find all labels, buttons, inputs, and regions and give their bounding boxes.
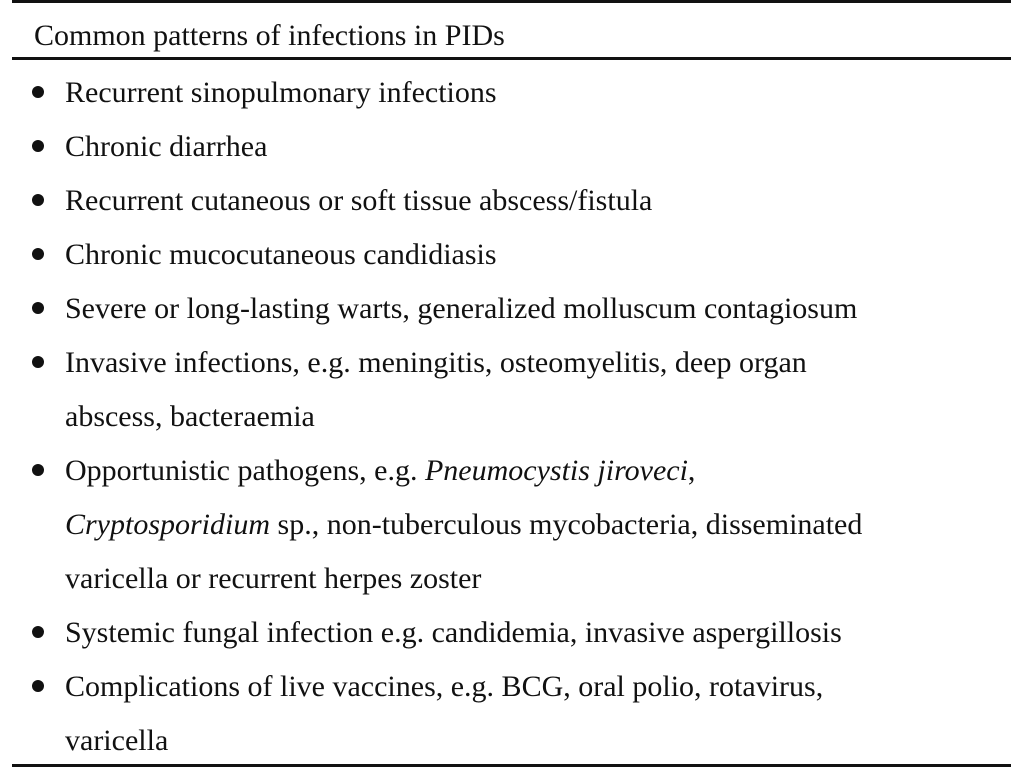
bullet-dot-icon — [32, 302, 44, 314]
table-header-rule — [12, 57, 1011, 60]
bullet-dot-icon — [32, 626, 44, 638]
text-segment: varicella — [65, 724, 169, 757]
list-item — [12, 282, 1011, 336]
text-segment: Chronic diarrhea — [65, 130, 268, 163]
list-item — [12, 66, 1011, 120]
list-item-line — [65, 552, 1011, 606]
text-segment: Opportunistic pathogens, e.g. — [65, 454, 425, 487]
table-header: Common patterns of infections in PIDs — [34, 19, 505, 52]
text-segment: Severe or long-lasting warts, generalized molluscum contagiosum — [65, 292, 858, 325]
list-item-line — [65, 498, 1011, 552]
bullet-dot-icon — [32, 86, 44, 98]
list-item — [12, 120, 1011, 174]
table-bottom-rule — [12, 764, 1011, 767]
list-item — [12, 174, 1011, 228]
bullet-dot-icon — [32, 248, 44, 260]
text-segment: Systemic fungal infection e.g. candidemia, invasive aspergillosis — [65, 616, 842, 649]
text-segment: sp., non-tuberculous mycobacteria, disseminated — [270, 508, 863, 541]
text-segment: varicella or recurrent herpes zoster — [65, 562, 482, 595]
list-item — [12, 444, 1011, 606]
list-item — [12, 228, 1011, 282]
text-segment: Complications of live vaccines, e.g. BCG, oral polio, rotavirus, — [65, 670, 824, 703]
list-item-line — [65, 120, 1011, 174]
bullet-list — [12, 66, 1011, 768]
list-item-line — [65, 714, 1011, 768]
list-item-line — [65, 174, 1011, 228]
bullet-dot-icon — [32, 680, 44, 692]
bullet-dot-icon — [32, 464, 44, 476]
bullet-dot-icon — [32, 140, 44, 152]
list-item-line — [65, 660, 1011, 714]
text-segment: Recurrent sinopulmonary infections — [65, 76, 497, 109]
text-segment: Chronic mucocutaneous candidiasis — [65, 238, 497, 271]
list-item-line — [65, 66, 1011, 120]
infection-patterns-table — [12, 0, 1011, 768]
list-item-line — [65, 606, 1011, 660]
italic-term: Pneumocystis jiroveci — [424, 454, 688, 487]
list-item — [12, 660, 1011, 768]
bullet-dot-icon — [32, 194, 44, 206]
list-item — [12, 336, 1011, 444]
list-item — [12, 606, 1011, 660]
list-item-line — [65, 282, 1011, 336]
italic-term: Cryptosporidium — [65, 508, 271, 541]
text-segment: Invasive infections, e.g. meningitis, osteomyelitis, deep organ — [65, 346, 807, 379]
list-item-line — [65, 228, 1011, 282]
bullet-dot-icon — [32, 356, 44, 368]
text-segment: abscess, bacteraemia — [65, 400, 315, 433]
list-item-line — [65, 390, 1011, 444]
text-segment: , — [687, 454, 696, 487]
list-item-line — [65, 336, 1011, 390]
table-top-rule — [12, 0, 1011, 3]
text-segment: Recurrent cutaneous or soft tissue abscess/fistula — [65, 184, 653, 217]
list-item-line — [65, 444, 1011, 498]
